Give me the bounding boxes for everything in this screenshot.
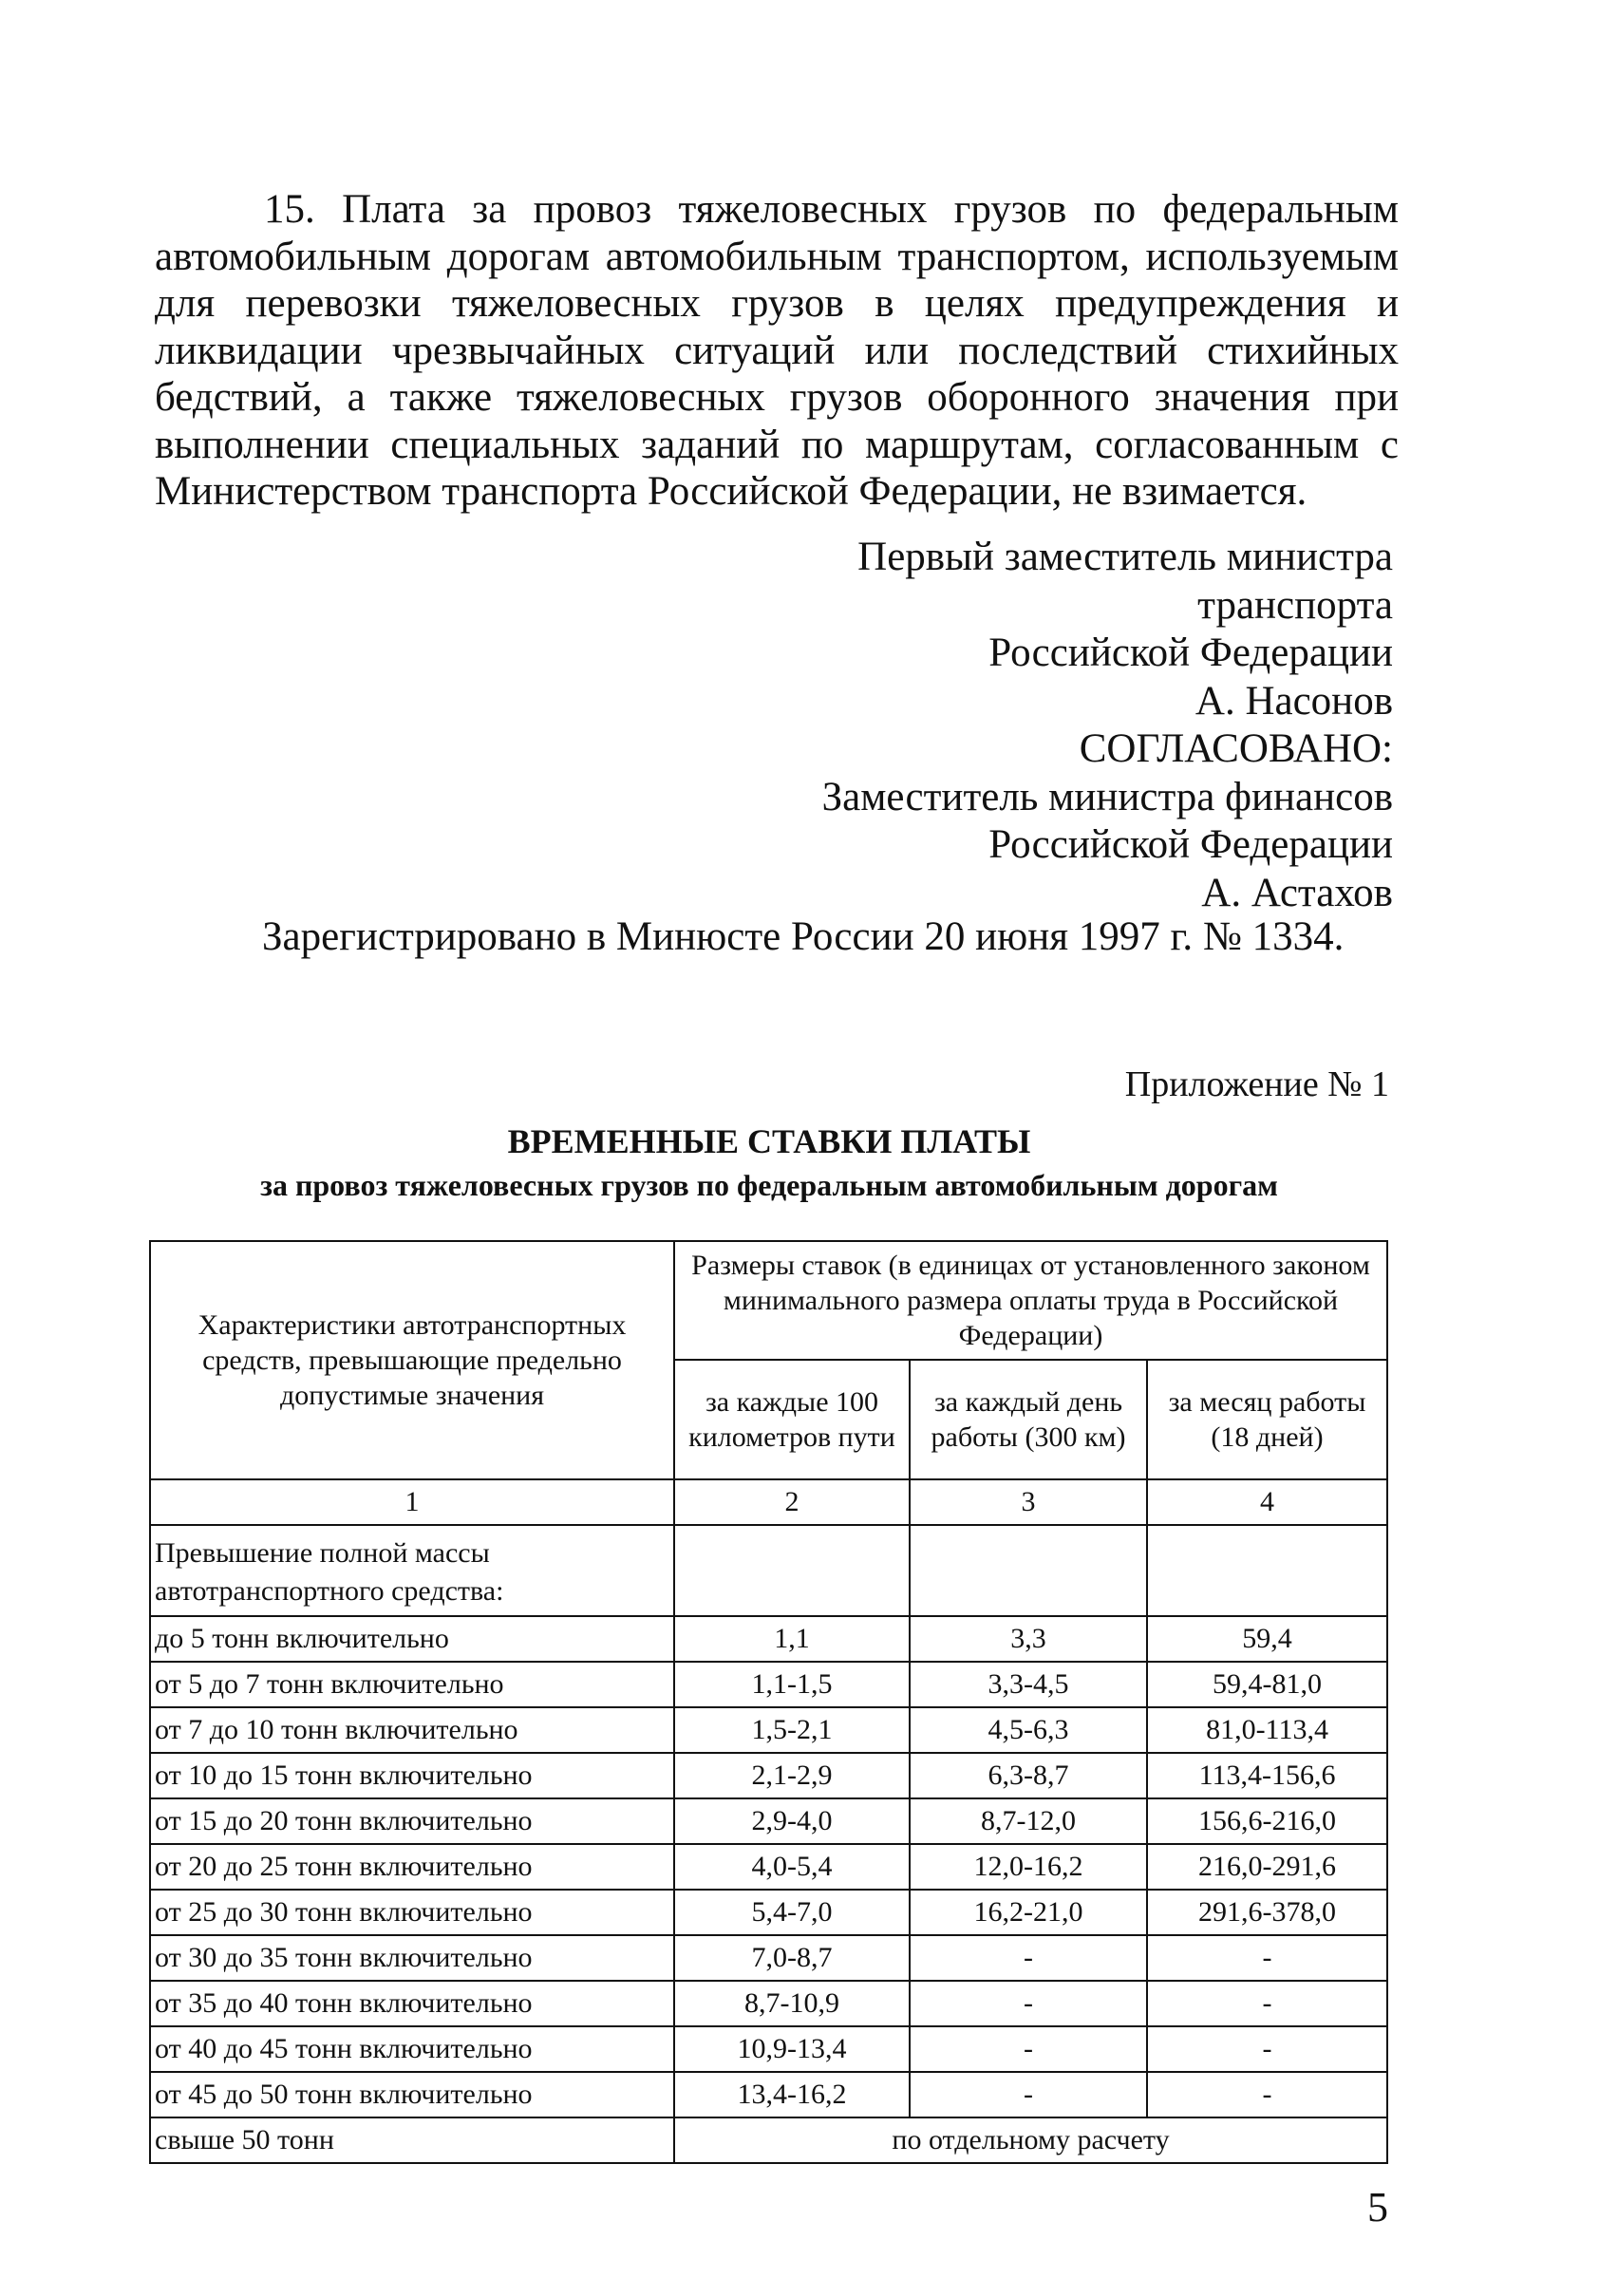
- row-label: от 35 до 40 тонн включительно: [150, 1981, 674, 2026]
- row-label: от 45 до 50 тонн включительно: [150, 2072, 674, 2117]
- column-header-characteristics: Характеристики автотранспортных средств, превышающие предельно допустимые значения: [150, 1241, 674, 1479]
- column-header-per-month: за месяц работы (18 дней): [1147, 1360, 1387, 1479]
- separate-calculation-note: по отдельному расчету: [674, 2117, 1387, 2163]
- row-label: от 5 до 7 тонн включительно: [150, 1662, 674, 1707]
- column-header-per-100km: за каждые 100 километров пути: [674, 1360, 910, 1479]
- appendix-label: Приложение № 1: [1124, 1064, 1389, 1104]
- rate-per-month: 59,4: [1147, 1616, 1387, 1662]
- table-row: [150, 1844, 1387, 1890]
- group-label: Превышение полной массы автотранспортного средства:: [150, 1525, 674, 1616]
- table-subtitle: за провоз тяжеловесных грузов по федеральным автомобильным дорогам: [260, 1168, 1278, 1202]
- rate-per-100km: 10,9-13,4: [674, 2026, 910, 2072]
- rate-per-day: -: [910, 2026, 1147, 2072]
- signer-position-line: Российской Федерации: [988, 630, 1393, 675]
- rate-per-day: -: [910, 2072, 1147, 2117]
- rate-per-day: 3,3: [910, 1616, 1147, 1662]
- row-label: от 15 до 20 тонн включительно: [150, 1798, 674, 1844]
- row-label: свыше 50 тонн: [150, 2117, 674, 2163]
- rate-per-day: -: [910, 1935, 1147, 1981]
- signer-position-line: Первый заместитель министра: [857, 535, 1393, 579]
- rate-per-month: 113,4-156,6: [1147, 1753, 1387, 1798]
- rate-per-day: -: [910, 1981, 1147, 2026]
- row-label: от 20 до 25 тонн включительно: [150, 1844, 674, 1890]
- rate-per-day: 16,2-21,0: [910, 1890, 1147, 1935]
- table-row: [150, 2026, 1387, 2072]
- table-row: [150, 1890, 1387, 1935]
- rate-per-month: 291,6-378,0: [1147, 1890, 1387, 1935]
- rate-per-100km: 4,0-5,4: [674, 1844, 910, 1890]
- row-label: до 5 тонн включительно: [150, 1616, 674, 1662]
- table-row: [150, 2072, 1387, 2117]
- rate-per-100km: 8,7-10,9: [674, 1981, 910, 2026]
- table-row: [150, 1616, 1387, 1662]
- rate-per-day: 4,5-6,3: [910, 1707, 1147, 1753]
- agreed-heading: СОГЛАСОВАНО:: [1079, 726, 1393, 771]
- agreed-name: А. Астахов: [1201, 870, 1393, 915]
- rate-per-100km: 1,1-1,5: [674, 1662, 910, 1707]
- signature-block: [443, 534, 1393, 917]
- column-number: 2: [674, 1479, 910, 1525]
- rate-per-100km: 2,9-4,0: [674, 1798, 910, 1844]
- rate-per-day: 12,0-16,2: [910, 1844, 1147, 1890]
- agreed-position-line: Заместитель министра финансов: [821, 774, 1393, 819]
- signer-position-line: транспорта: [1197, 582, 1393, 628]
- rate-per-100km: 1,5-2,1: [674, 1707, 910, 1753]
- row-label: от 25 до 30 тонн включительно: [150, 1890, 674, 1935]
- registration-note: Зарегистрировано в Минюсте России 20 июня 1997 г. № 1334.: [262, 914, 1345, 959]
- paragraph-15: 15. Плата за провоз тяжеловесных грузов по федеральным автомобильным дорогам автомобильным транспортом, используемым для перевозки тяжеловесных грузов в целях предупреждения и ликвидации чрезвычайных ситуаций или последствий стихийных бедствий, а также тяжеловесных грузов оборонного значения при выполнении специальных заданий по маршрутам, согласованным с Министерством транспорта Российской Федерации, не взимается.: [155, 187, 1399, 514]
- rate-per-month: 81,0-113,4: [1147, 1707, 1387, 1753]
- column-number: 3: [910, 1479, 1147, 1525]
- column-number: 1: [150, 1479, 674, 1525]
- page-number: 5: [1367, 2184, 1388, 2230]
- row-label: от 30 до 35 тонн включительно: [150, 1935, 674, 1981]
- rate-per-month: -: [1147, 1935, 1387, 1981]
- signer-name: А. Насонов: [1195, 678, 1393, 724]
- row-label: от 7 до 10 тонн включительно: [150, 1707, 674, 1753]
- rate-per-100km: 1,1: [674, 1616, 910, 1662]
- table-row: [150, 1662, 1387, 1707]
- rate-per-month: -: [1147, 1981, 1387, 2026]
- table-row: [150, 1798, 1387, 1844]
- rate-per-100km: 2,1-2,9: [674, 1753, 910, 1798]
- rate-per-day: 3,3-4,5: [910, 1662, 1147, 1707]
- table-row: [150, 2117, 1387, 2163]
- rate-per-100km: 7,0-8,7: [674, 1935, 910, 1981]
- rates-table: [149, 1240, 1388, 2164]
- rate-per-month: 156,6-216,0: [1147, 1798, 1387, 1844]
- column-header-rates: Размеры ставок (в единицах от установленного законом минимального размера оплаты труда в Российской Федерации): [674, 1241, 1387, 1360]
- rate-per-month: -: [1147, 2072, 1387, 2117]
- table-row: [150, 1707, 1387, 1753]
- rate-per-month: -: [1147, 2026, 1387, 2072]
- column-number: 4: [1147, 1479, 1387, 1525]
- rate-per-day: 8,7-12,0: [910, 1798, 1147, 1844]
- table-row: [150, 1981, 1387, 2026]
- agreed-position-line: Российской Федерации: [988, 822, 1393, 867]
- rate-per-month: 59,4-81,0: [1147, 1662, 1387, 1707]
- rate-per-100km: 13,4-16,2: [674, 2072, 910, 2117]
- column-header-per-day: за каждый день работы (300 км): [910, 1360, 1147, 1479]
- row-label: от 10 до 15 тонн включительно: [150, 1753, 674, 1798]
- rate-per-100km: 5,4-7,0: [674, 1890, 910, 1935]
- rate-per-day: 6,3-8,7: [910, 1753, 1147, 1798]
- rate-per-month: 216,0-291,6: [1147, 1844, 1387, 1890]
- table-row: [150, 1935, 1387, 1981]
- row-label: от 40 до 45 тонн включительно: [150, 2026, 674, 2072]
- table-row: [150, 1753, 1387, 1798]
- table-title: ВРЕМЕННЫЕ СТАВКИ ПЛАТЫ: [507, 1122, 1031, 1160]
